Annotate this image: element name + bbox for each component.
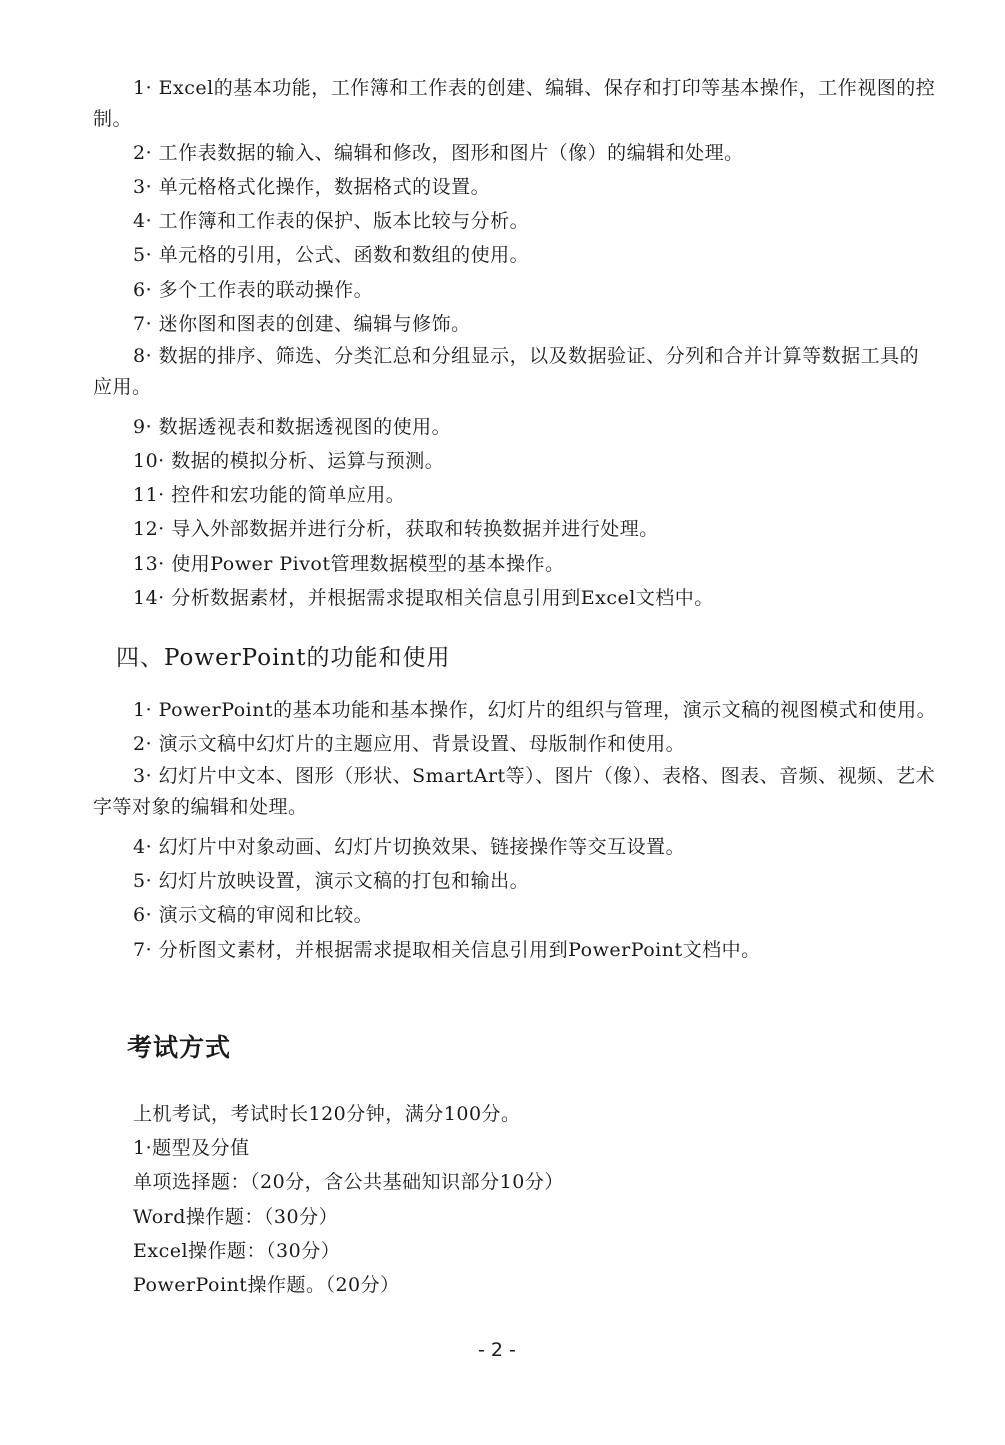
ppt-heading: 四、PowerPoint的功能和使用 bbox=[116, 645, 451, 671]
exam-title: 考试方式 bbox=[127, 1033, 232, 1062]
excel-item-1: 1· Excel的基本功能，工作簿和工作表的创建、编辑、保存和打印等基本操作，工作视图的控制。 bbox=[93, 77, 936, 130]
excel-item-4: 4· 工作簿和工作表的保护、版本比较与分析。 bbox=[133, 210, 530, 232]
excel-item-2: 2· 工作表数据的输入、编辑和修改，图形和图片（像）的编辑和处理。 bbox=[133, 142, 744, 164]
excel-item-6: 6· 多个工作表的联动操作。 bbox=[133, 279, 374, 301]
exam-line-4: Word操作题：（30分） bbox=[133, 1206, 339, 1228]
ppt-item-2: 2· 演示文稿中幻灯片的主题应用、背景设置、母版制作和使用。 bbox=[133, 733, 686, 755]
excel-item-3: 3· 单元格格式化操作，数据格式的设置。 bbox=[133, 176, 491, 198]
exam-line-1: 上机考试，考试时长120分钟，满分100分。 bbox=[133, 1103, 521, 1125]
excel-item-8: 8· 数据的排序、筛选、分类汇总和分组显示，以及数据验证、分列和合并计算等数据工具的应用。 bbox=[93, 345, 920, 398]
excel-item-14: 14· 分析数据素材，并根据需求提取相关信息引用到Excel文档中。 bbox=[133, 587, 714, 609]
page-number: - 2 - bbox=[478, 1339, 516, 1361]
ppt-item-3: 3· 幻灯片中文本、图形（形状、SmartArt等）、图片（像）、表格、图表、音频、视频、艺术字等对象的编辑和处理。 bbox=[93, 765, 936, 818]
excel-item-12: 12· 导入外部数据并进行分析，获取和转换数据并进行处理。 bbox=[133, 518, 659, 540]
exam-line-3: 单项选择题：（20分，含公共基础知识部分10分） bbox=[133, 1171, 564, 1193]
ppt-item-5: 5· 幻灯片放映设置，演示文稿的打包和输出。 bbox=[133, 870, 530, 892]
excel-item-5: 5· 单元格的引用，公式、函数和数组的使用。 bbox=[133, 244, 530, 266]
excel-item-9: 9· 数据透视表和数据透视图的使用。 bbox=[133, 416, 452, 438]
excel-item-11: 11· 控件和宏功能的简单应用。 bbox=[133, 484, 406, 506]
excel-item-7: 7· 迷你图和图表的创建、编辑与修饰。 bbox=[133, 313, 471, 335]
ppt-item-4: 4· 幻灯片中对象动画、幻灯片切换效果、链接操作等交互设置。 bbox=[133, 836, 686, 858]
excel-item-10: 10· 数据的模拟分析、运算与预测。 bbox=[133, 450, 445, 472]
exam-line-5: Excel操作题：（30分） bbox=[133, 1240, 341, 1262]
ppt-item-6: 6· 演示文稿的审阅和比较。 bbox=[133, 904, 374, 926]
excel-item-13: 13· 使用Power Pivot管理数据模型的基本操作。 bbox=[133, 553, 565, 575]
exam-line-2: 1·题型及分值 bbox=[133, 1137, 250, 1159]
ppt-item-1: 1· PowerPoint的基本功能和基本操作，幻灯片的组织与管理，演示文稿的视图模式和使用。 bbox=[133, 699, 937, 721]
exam-line-6: PowerPoint操作题。（20分） bbox=[133, 1274, 400, 1296]
ppt-item-7: 7· 分析图文素材，并根据需求提取相关信息引用到PowerPoint文档中。 bbox=[133, 939, 761, 961]
